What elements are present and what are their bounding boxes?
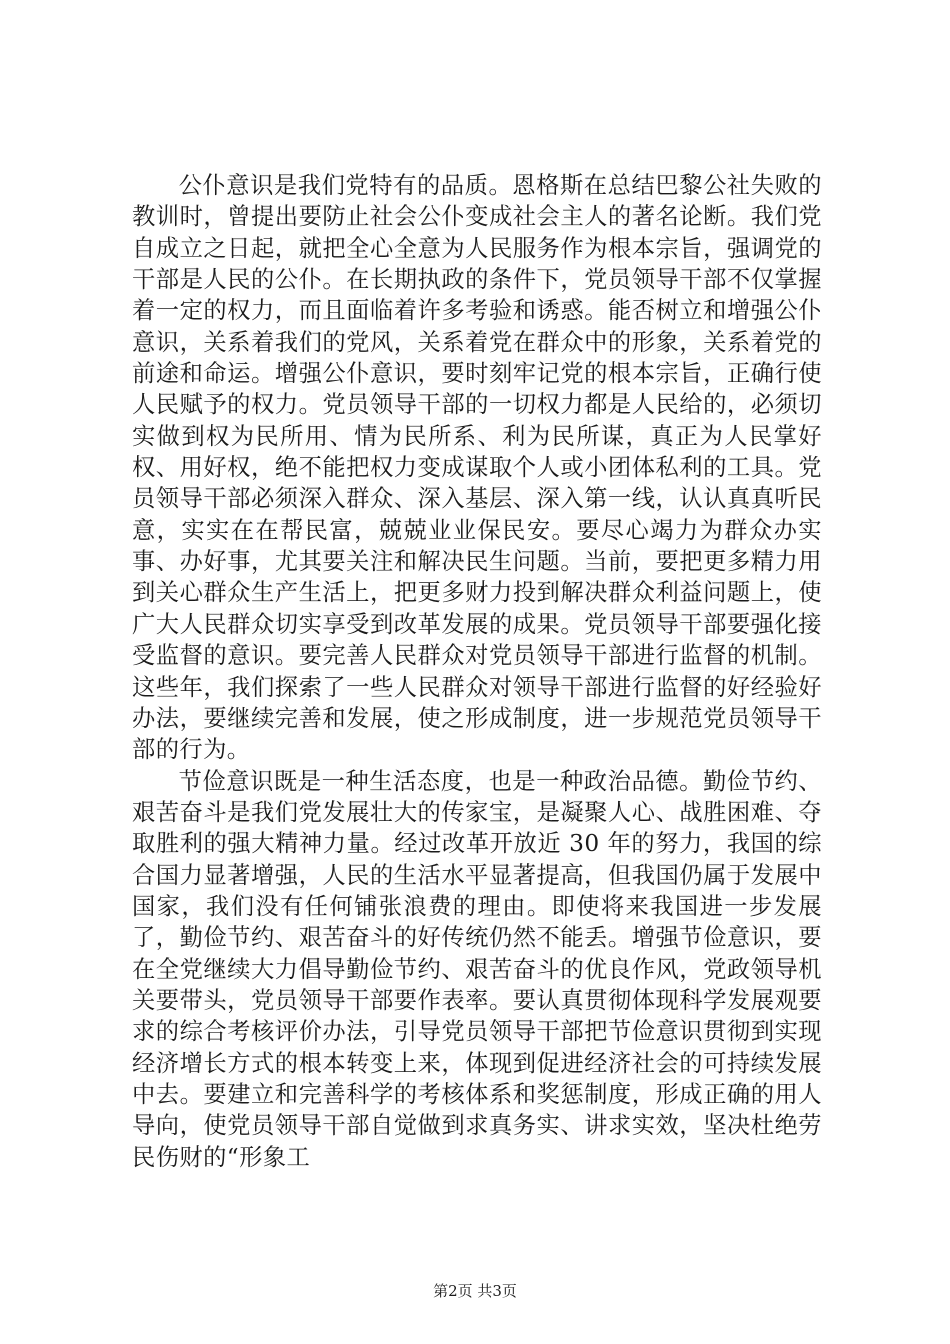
- paragraph-public-servant: 公仆意识是我们党特有的品质。恩格斯在总结巴黎公社失败的教训时，曾提出要防止社会公仆变成社会主人的著名论断。我们党自成立之日起，就把全心全意为人民服务作为根本宗旨，强调党的干部是人民的公仆。在长期执政的条件下，党员领导干部不仅掌握着一定的权力，而且面临着许多考验和诱惑。能否树立和增强公仆意识，关系着我们的党风，关系着党在群众中的形象，关系着党的前途和命运。增强公仆意识，要时刻牢记党的根本宗旨，正确行使人民赋予的权力。党员领导干部的一切权力都是人民给的，必须切实做到权为民所用、情为民所系、利为民所谋，真正为人民掌好权、用好权，绝不能把权力变成谋取个人或小团体私利的工具。党员领导干部必须深入群众、深入基层、深入第一线，认认真真听民意，实实在在帮民富，兢兢业业保民安。要尽心竭力为群众办实事、办好事，尤其要关注和解决民生问题。当前，要把更多精力用到关心群众生产生活上，把更多财力投到解决群众利益问题上，使广大人民群众切实享受到改革发展的成果。党员领导干部要强化接受监督的意识。要完善人民群众对党员领导干部进行监督的机制。这些年，我们探索了一些人民群众对领导干部进行监督的好经验好办法，要继续完善和发展，使之形成制度，进一步规范党员领导干部的行为。: [132, 172, 822, 764]
- paragraph-frugality: 节俭意识既是一种生活态度，也是一种政治品德。勤俭节约、艰苦奋斗是我们党发展壮大的传家宝，是凝聚人心、战胜困难、夺取胜利的强大精神力量。经过改革开放近 30 年的努力，我国的综合国力显著增强，人民的生活水平显著提高，但我国仍属于发展中国家，我们没有任何铺张浪费的理由。即使将来我国进一步发展了，勤俭节约、艰苦奋斗的好传统仍然不能丢。增强节俭意识，要在全党继续大力倡导勤俭节约、艰苦奋斗的优良作风，党政领导机关要带头，党员领导干部要作表率。要认真贯彻体现科学发展观要求的综合考核评价办法，引导党员领导干部把节俭意识贯彻到实现经济增长方式的根本转变上来，体现到促进经济社会的可持续发展中去。要建立和完善科学的考核体系和奖惩制度，形成正确的用人导向，使党员领导干部自觉做到求真务实、讲求实效，坚决杜绝劳民伤财的“形象工: [132, 767, 822, 1171]
- page-footer: 第2页 共3页: [433, 1282, 517, 1300]
- document-body: [132, 170, 822, 1173]
